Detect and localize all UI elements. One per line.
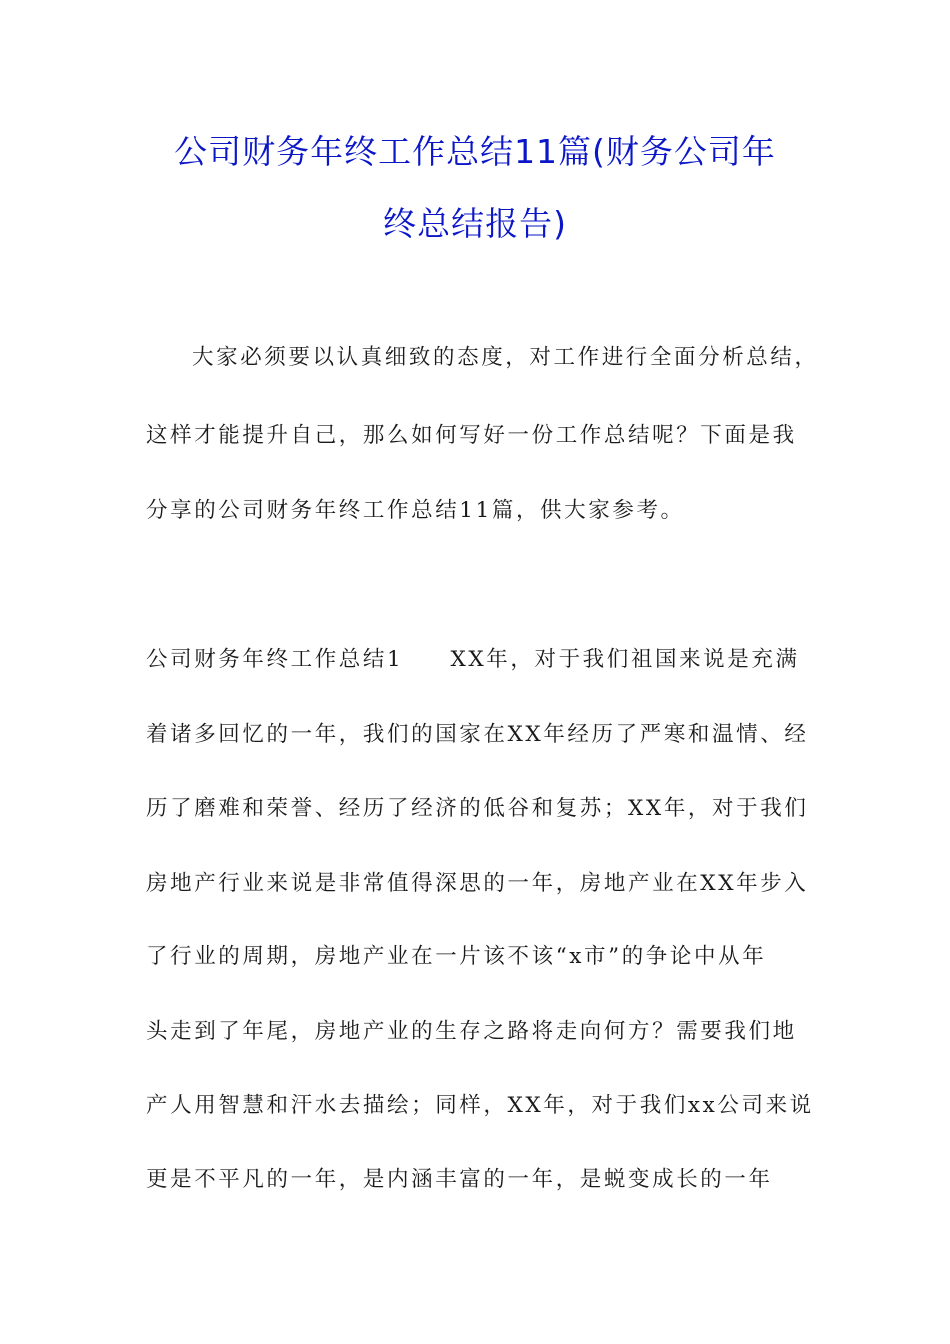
- body-line-6: 头走到了年尾，房地产业的生存之路将走向何方？需要我们地: [146, 1019, 797, 1044]
- body-line-2: 着诸多回忆的一年，我们的国家在XX年经历了严寒和温情、经: [146, 722, 809, 747]
- body-line-7: 产人用智慧和汗水去描绘；同样，XX年，对于我们xx公司来说: [146, 1093, 814, 1118]
- intro-line-1: 大家必须要以认真细致的态度，对工作进行全面分析总结，: [192, 345, 819, 370]
- intro-line-2: 这样才能提升自己，那么如何写好一份工作总结呢？下面是我: [146, 423, 797, 448]
- document-title-line-2: 终总结报告): [383, 204, 567, 243]
- body-line-4: 房地产行业来说是非常值得深思的一年，房地产业在XX年步入: [146, 871, 809, 896]
- body-line-3: 历了磨难和荣誉、经历了经济的低谷和复苏；XX年，对于我们: [146, 796, 809, 821]
- intro-line-3: 分享的公司财务年终工作总结11篇，供大家参考。: [146, 498, 685, 523]
- body-line-1: 公司财务年终工作总结1 XX年，对于我们祖国来说是充满: [146, 647, 800, 672]
- body-line-8: 更是不平凡的一年，是内涵丰富的一年，是蜕变成长的一年: [146, 1167, 773, 1192]
- body-line-5: 了行业的周期，房地产业在一片该不该“x市”的争论中从年: [146, 944, 767, 969]
- document-title-line-1: 公司财务年终工作总结11篇(财务公司年: [174, 132, 776, 171]
